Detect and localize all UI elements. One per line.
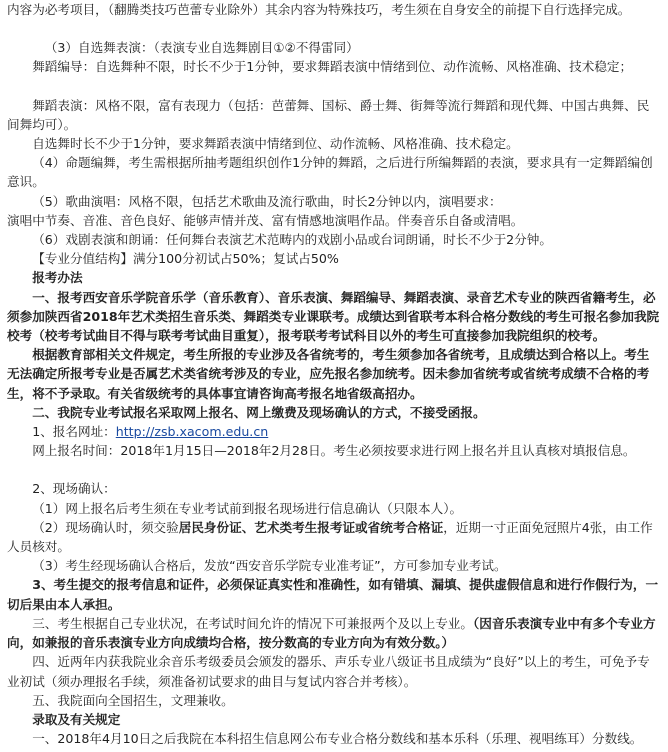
registration-paragraph-5-lead: 三、考生根据自己专业状况，在考试时间允许的情况下可兼报两个及以上专业。 bbox=[32, 615, 473, 631]
registration-paragraph-5 bbox=[7, 614, 660, 652]
admission-heading: 录取及有关规定 bbox=[32, 711, 121, 727]
registration-paragraph-4: 3、考生提交的报考信息和证件，必须保证真实性和准确性，如有错填、漏填、提供虚假信息和进行作假行为，一切后果由本人承担。 bbox=[7, 577, 659, 612]
registration-heading: 报考办法 bbox=[32, 270, 83, 286]
onsite-confirmation-2 bbox=[7, 518, 660, 556]
registration-paragraph-2: 根据教育部相关文件规定，考生所报的专业涉及各省统考的，考生须参加各省统考，且成绩达到合格以上。考生无法确定所报考专业是否属艺术类省统考涉及的专业，应先报名参加统考。因未参加省统考或省统考成绩不合格的考生，将不予录取。有关省级统考的具体事宜请咨询高考报名地省级高招办。 bbox=[7, 347, 650, 401]
registration-paragraph-3: 二、我院专业考试报名采取网上报名、网上缴费及现场确认的方式，不接受函报。 bbox=[32, 404, 486, 420]
registration-paragraph-7: 五、我院面向全国招生，文理兼收。 bbox=[32, 692, 234, 708]
spacer bbox=[7, 77, 660, 96]
score-structure: 【专业分值结构】满分100分初试占50%；复试占50% bbox=[32, 251, 339, 267]
onsite-confirmation-2-lead: （2）现场确认时，须交验 bbox=[32, 519, 179, 535]
onsite-confirmation-title: 2、现场确认： bbox=[32, 481, 116, 497]
onsite-confirmation-3: （3）考生经现场确认合格后，发放“西安音乐学院专业准考证”，方可参加专业考试。 bbox=[32, 558, 507, 574]
online-registration-line bbox=[7, 422, 660, 441]
registration-paragraph-6: 四、近两年内获我院业余音乐考级委员会颁发的器乐、声乐专业八级证书且成绩为“良好”以上的考生，可免予专业初试（须办理报名手续，须准备初试要求的曲目与复试内容合并考核）。 bbox=[7, 654, 650, 689]
online-registration-time: 网上报名时间：2018年1月15日—2018年2月28日。考生必须按要求进行网上报名并且认真核对填报信息。 bbox=[32, 443, 636, 459]
section-5-song-requirement: 演唱中节奏、音准、音色良好、能够声情并茂、富有情感地演唱作品。伴奏音乐自备或清唱。 bbox=[7, 212, 524, 228]
onsite-confirmation-1: （1）网上报名后考生须在专业考试前到报名现场进行信息确认（只限本人）。 bbox=[32, 500, 463, 516]
admission-paragraph-1: 一、2018年4月10日之后我院在本科招生信息网公布专业合格分数线和基本乐科（乐理、视唱练耳）分数线。 bbox=[32, 731, 643, 747]
section-4-choreography-task: （4）命题编舞，考生需根据所抽考题组织创作1分钟的舞蹈，之后进行所编舞蹈的表演，要求具有一定舞蹈编创意识。 bbox=[7, 155, 653, 190]
online-registration-label: 1、报名网址： bbox=[32, 424, 116, 440]
section-5-song-title: （5）歌曲演唱：风格不限，包括艺术歌曲及流行歌曲，时长2分钟以内，演唱要求： bbox=[32, 193, 502, 209]
registration-url-link[interactable]: http://zsb.xacom.edu.cn bbox=[115, 424, 269, 440]
registration-paragraph-5-note: （因音乐表演专业中有多个专业方向，如兼报的音乐表演专业方向成绩均合格，按分数高的专业方向为有效分数。） bbox=[7, 615, 656, 651]
section-3-title: （3）自选舞表演：（表演专业自选舞剧目①②不得雷同） bbox=[44, 40, 359, 56]
section-6-drama: （6）戏剧表演和朗诵：任何舞台表演艺术范畴内的戏剧小品或台词朗诵，时长不少于2分钟。 bbox=[32, 232, 552, 248]
intro-text: 内容为必考项目，（翻腾类技巧芭蕾专业除外）其余内容为特殊技巧，考生须在自身安全的前提下自行选择完成。 bbox=[7, 2, 631, 17]
onsite-confirmation-2-documents: 居民身份证、艺术类考生报考证或省统考合格证 bbox=[178, 519, 444, 535]
section-3-duration: 自选舞时长不少于1分钟，要求舞蹈表演中情绪到位、动作流畅、风格准确、技术稳定。 bbox=[32, 136, 519, 152]
section-3-performance: 舞蹈表演：风格不限，富有表现力（包括：芭蕾舞、国标、爵士舞、街舞等流行舞蹈和现代舞、中国古典舞、民间舞均可）。 bbox=[7, 97, 650, 132]
onsite-confirmation-2-tail: ，近期一寸正面免冠照片4张，由工作人员核对。 bbox=[7, 519, 653, 555]
spacer bbox=[7, 19, 660, 38]
section-3-choreography: 舞蹈编导：自选舞种不限，时长不少于1分钟，要求舞蹈表演中情绪到位、动作流畅、风格准确、技术稳定； bbox=[32, 59, 633, 75]
spacer bbox=[7, 460, 660, 479]
registration-paragraph-1: 一、报考西安音乐学院音乐学（音乐教育）、音乐表演、舞蹈编导、舞蹈表演、录音艺术专业的陕西省籍考生，必须参加陕西省2018年艺术类招生音乐类、舞蹈类专业课联考。成绩达到省联考本科合格分数线的考生可报名参加我院校考（校考考试曲目不得与联考考试曲目重复），报考联考考试科目以外的考生可直接参加我院组织的校考。 bbox=[7, 289, 660, 344]
